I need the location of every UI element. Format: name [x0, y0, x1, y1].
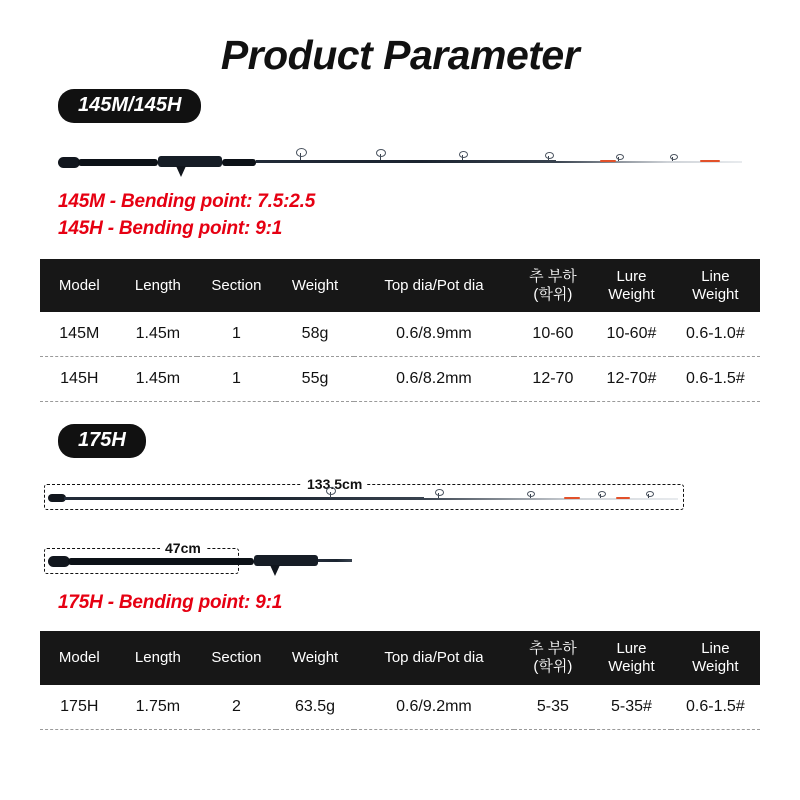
cell-load: 10-60: [514, 312, 593, 357]
bending-point-175h: 175H - Bending point: 9:1: [58, 592, 283, 614]
cell-weight: 58g: [276, 312, 355, 357]
table-row: [40, 357, 760, 402]
rod-guide-ring: [296, 148, 307, 157]
table-row: [40, 685, 760, 730]
header-weight: [276, 259, 355, 312]
cell-section: 1: [197, 357, 276, 402]
spec-table-175: [40, 631, 760, 729]
header-section-text: Section: [211, 276, 262, 294]
header-length-text: Length: [134, 276, 181, 294]
header-length: [119, 259, 198, 312]
header-top-dia: [354, 259, 513, 312]
header-line-line2: Weight: [692, 657, 739, 675]
table-row: [40, 312, 760, 357]
table-header-row: [40, 631, 760, 684]
cell-length: 1.45m: [119, 312, 198, 357]
header-lure-line2: Weight: [608, 657, 655, 675]
cell-model: 145H: [40, 357, 119, 402]
header-model: [40, 631, 119, 684]
header-weight: [276, 631, 355, 684]
bending-point-145h: 145H - Bending point: 9:1: [58, 217, 283, 239]
header-model: [40, 259, 119, 312]
header-section-text: Section: [211, 649, 262, 667]
rod-bottom-trigger: [270, 565, 280, 576]
dimension-label-top: 133.5cm: [302, 476, 367, 492]
cell-section: 2: [197, 685, 276, 730]
section-1-pill-wrap: [0, 89, 800, 123]
rod-tip-marker: [564, 497, 580, 499]
header-model-text: Model: [58, 649, 100, 667]
cell-line-weight: 0.6-1.0#: [671, 312, 760, 357]
header-line-line1: Line: [701, 640, 730, 658]
header-load-line1: 추 부하: [529, 640, 577, 658]
section-label-145: 145M/145H: [58, 89, 201, 123]
header-line-weight: [671, 259, 760, 312]
rod-blank: [256, 160, 556, 163]
cell-top-dia: 0.6/8.9mm: [354, 312, 513, 357]
rod-tip-marker: [700, 160, 720, 162]
header-load: [514, 259, 593, 312]
header-line-weight: [671, 631, 760, 684]
cell-line-weight: 0.6-1.5#: [671, 685, 760, 730]
dimension-label-bottom: 47cm: [160, 540, 206, 556]
rod-top-piece-blank: [64, 497, 424, 500]
cell-top-dia: 0.6/8.2mm: [354, 357, 513, 402]
header-length: [119, 631, 198, 684]
table-header-row: [40, 259, 760, 312]
cell-model: 175H: [40, 685, 119, 730]
rod-trigger: [176, 166, 186, 177]
header-section: [197, 259, 276, 312]
rod-guide-ring: [376, 149, 386, 157]
header-top-dia: [354, 631, 513, 684]
rod-guide-ring: [616, 154, 624, 160]
rod-bottom-piece-blank: [318, 559, 352, 562]
rod-tip-marker: [616, 497, 630, 499]
rod-illustration-175-top: [0, 466, 800, 526]
rod-tip-marker: [600, 160, 616, 162]
header-lure-line1: Lure: [616, 267, 647, 285]
cell-lure-weight: 5-35#: [592, 685, 671, 730]
cell-load: 12-70: [514, 357, 593, 402]
header-model-text: Model: [58, 276, 100, 294]
bending-point-145m: 145M - Bending point: 7.5:2.5: [58, 191, 316, 212]
header-lure-weight: [592, 259, 671, 312]
section-2-pill-wrap: [0, 402, 800, 458]
header-load-line2: (학위): [533, 657, 573, 675]
header-top-dia-text: Top dia/Pot dia: [384, 649, 484, 667]
header-top-dia-text: Top dia/Pot dia: [384, 276, 484, 294]
header-section: [197, 631, 276, 684]
rod-guide-ring: [459, 151, 468, 158]
header-load-line1: 추 부하: [529, 267, 577, 285]
rod-bottom-reel-seat: [254, 555, 318, 566]
header-length-text: Length: [134, 649, 181, 667]
cell-section: 1: [197, 312, 276, 357]
rod-butt-cap: [58, 157, 80, 168]
cell-model: 145M: [40, 312, 119, 357]
header-line-line2: Weight: [692, 285, 739, 303]
cell-lure-weight: 10-60#: [592, 312, 671, 357]
page-title: Product Parameter: [220, 32, 580, 78]
rod-fore-grip: [222, 159, 256, 166]
header-weight-text: Weight: [291, 276, 339, 294]
section-label-175: 175H: [58, 424, 146, 458]
rod-bottom-piece-grip: [68, 558, 254, 565]
cell-top-dia: 0.6/9.2mm: [354, 685, 513, 730]
cell-weight: 55g: [276, 357, 355, 402]
spec-table-145: [40, 259, 760, 402]
rod-guide-ring: [670, 154, 678, 160]
header-weight-text: Weight: [291, 649, 339, 667]
rod-guide-ring: [545, 152, 554, 159]
rod-reel-seat: [158, 156, 222, 167]
cell-weight: 63.5g: [276, 685, 355, 730]
cell-length: 1.45m: [119, 357, 198, 402]
rod-top-piece-tip: [424, 498, 678, 500]
header-lure-weight: [592, 631, 671, 684]
rod-illustration-145: [0, 131, 800, 189]
cell-line-weight: 0.6-1.5#: [671, 357, 760, 402]
header-load-line2: (학위): [533, 285, 573, 303]
header-lure-line1: Lure: [616, 640, 647, 658]
rod-illustration-175-bottom: [0, 534, 800, 590]
rod-rear-grip: [78, 159, 158, 166]
rod-bottom-piece-butt: [48, 556, 70, 567]
header-load: [514, 631, 593, 684]
cell-length: 1.75m: [119, 685, 198, 730]
cell-lure-weight: 12-70#: [592, 357, 671, 402]
cell-load: 5-35: [514, 685, 593, 730]
header-lure-line2: Weight: [608, 285, 655, 303]
header-line-line1: Line: [701, 267, 730, 285]
